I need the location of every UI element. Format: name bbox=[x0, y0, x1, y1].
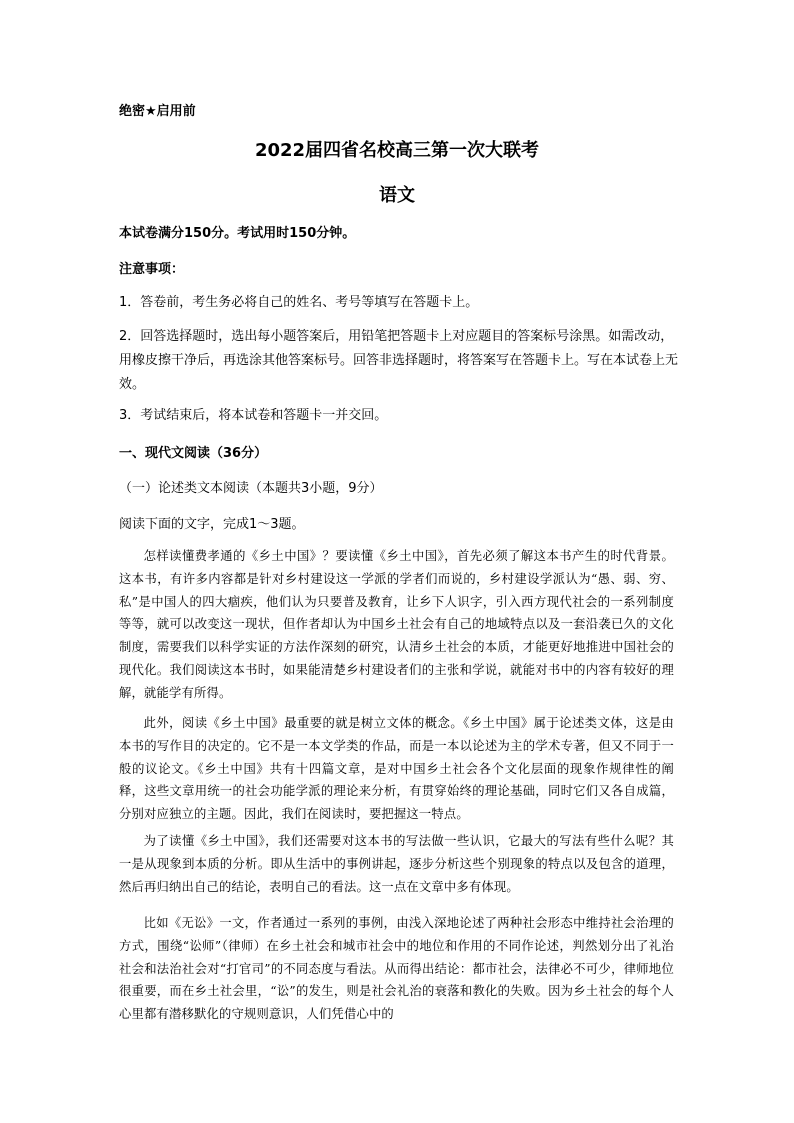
passage-paragraph: 比如《无讼》一文，作者通过一系列的事例，由浅入深地论述了两种社会形态中维持社会治理的方式，围绕“讼师”（律师）在乡土社会和城市社会中的地位和作用的不同作论述，判然划分出了礼治社会和法治社会对“打官司”的不同态度与看法。从而得出结论：都市社会，法律必不可少，律师地位很重要，而在乡土社会里，“讼”的发生，则是社会礼治的衰落和教化的失败。因为乡土社会的每个人心里都有潜移默化的守规则意识，人们凭借心中的 bbox=[119, 916, 674, 1022]
subsection-title: （一）论述类文本阅读（本题共3小题，9分） bbox=[119, 481, 383, 496]
notice-item: 1．答卷前，考生务必将自己的姓名、考号等填写在答题卡上。 bbox=[119, 295, 479, 310]
exam-title: 2022届四省名校高三第一次大联考 bbox=[254, 140, 540, 161]
passage-paragraph: 此外，阅读《乡土中国》最重要的就是树立文体的概念。《乡土中国》属于论述类文体，这是由本书的写作目的决定的。它不是一本文学类的作品，而是一本以论述为主的学术专著，但又不同于一般的议论文。《乡土中国》共有十四篇文章，是对中国乡土社会各个文化层面的现象作规律性的阐释，这些文章用统一的社会功能学派的理论来分析，有贯穿始终的理论基础，同时它们又各自成篇，分别对应独立的主题。因此，我们在阅读时，要把握这一特点。 bbox=[119, 716, 674, 822]
confidential-label: 绝密★启用前 bbox=[119, 104, 196, 119]
section-title: 一、现代文阅读（36分） bbox=[119, 446, 268, 461]
notice-heading: 注意事项： bbox=[119, 262, 185, 277]
score-time-note: 本试卷满分150分。考试用时150分钟。 bbox=[119, 226, 356, 241]
notice-item: 2．回答选择题时，选出每小题答案后，用铅笔把答题卡上对应题目的答案标号涂黑。如需改动，用橡皮擦干净后，再选涂其他答案标号。回答非选择题时，将答案写在答题卡上。写在本试卷上无效。 bbox=[119, 329, 679, 392]
subject-title: 语文 bbox=[379, 185, 415, 206]
passage-paragraph: 为了读懂《乡土中国》，我们还需要对这本书的写法做一些认识，它最大的写法有些什么呢？其一是从现象到本质的分析。即从生活中的事例讲起，逐步分析这些个别现象的特点以及包含的道理，然后再归纳出自己的结论，表明自己的看法。这一点在文章中多有体现。 bbox=[119, 834, 674, 894]
reading-instruction: 阅读下面的文字，完成1～3题。 bbox=[119, 517, 305, 532]
passage-paragraph: 怎样读懂费孝通的《乡土中国》？要读懂《乡土中国》，首先必须了解这本书产生的时代背景。这本书，有许多内容都是针对乡村建设这一学派的学者们而说的，乡村建设学派认为“愚、弱、穷、私”是中国人的四大痼疾，他们认为只要普及教育，让乡下人识字，引入西方现代社会的一系列制度等等，就可以改变这一现状，但作者却认为中国乡土社会有自己的地域特点以及一套沿袭已久的文化制度，需要我们以科学实证的方法作深刻的研究，认清乡土社会的本质，才能更好地推进中国社会的现代化。我们阅读这本书时，如果能清楚乡村建设者们的主张和学说，就能对书中的内容有较好的理解，就能学有所得。 bbox=[119, 549, 674, 700]
notice-item: 3．考试结束后，将本试卷和答题卡一并交回。 bbox=[119, 408, 388, 423]
